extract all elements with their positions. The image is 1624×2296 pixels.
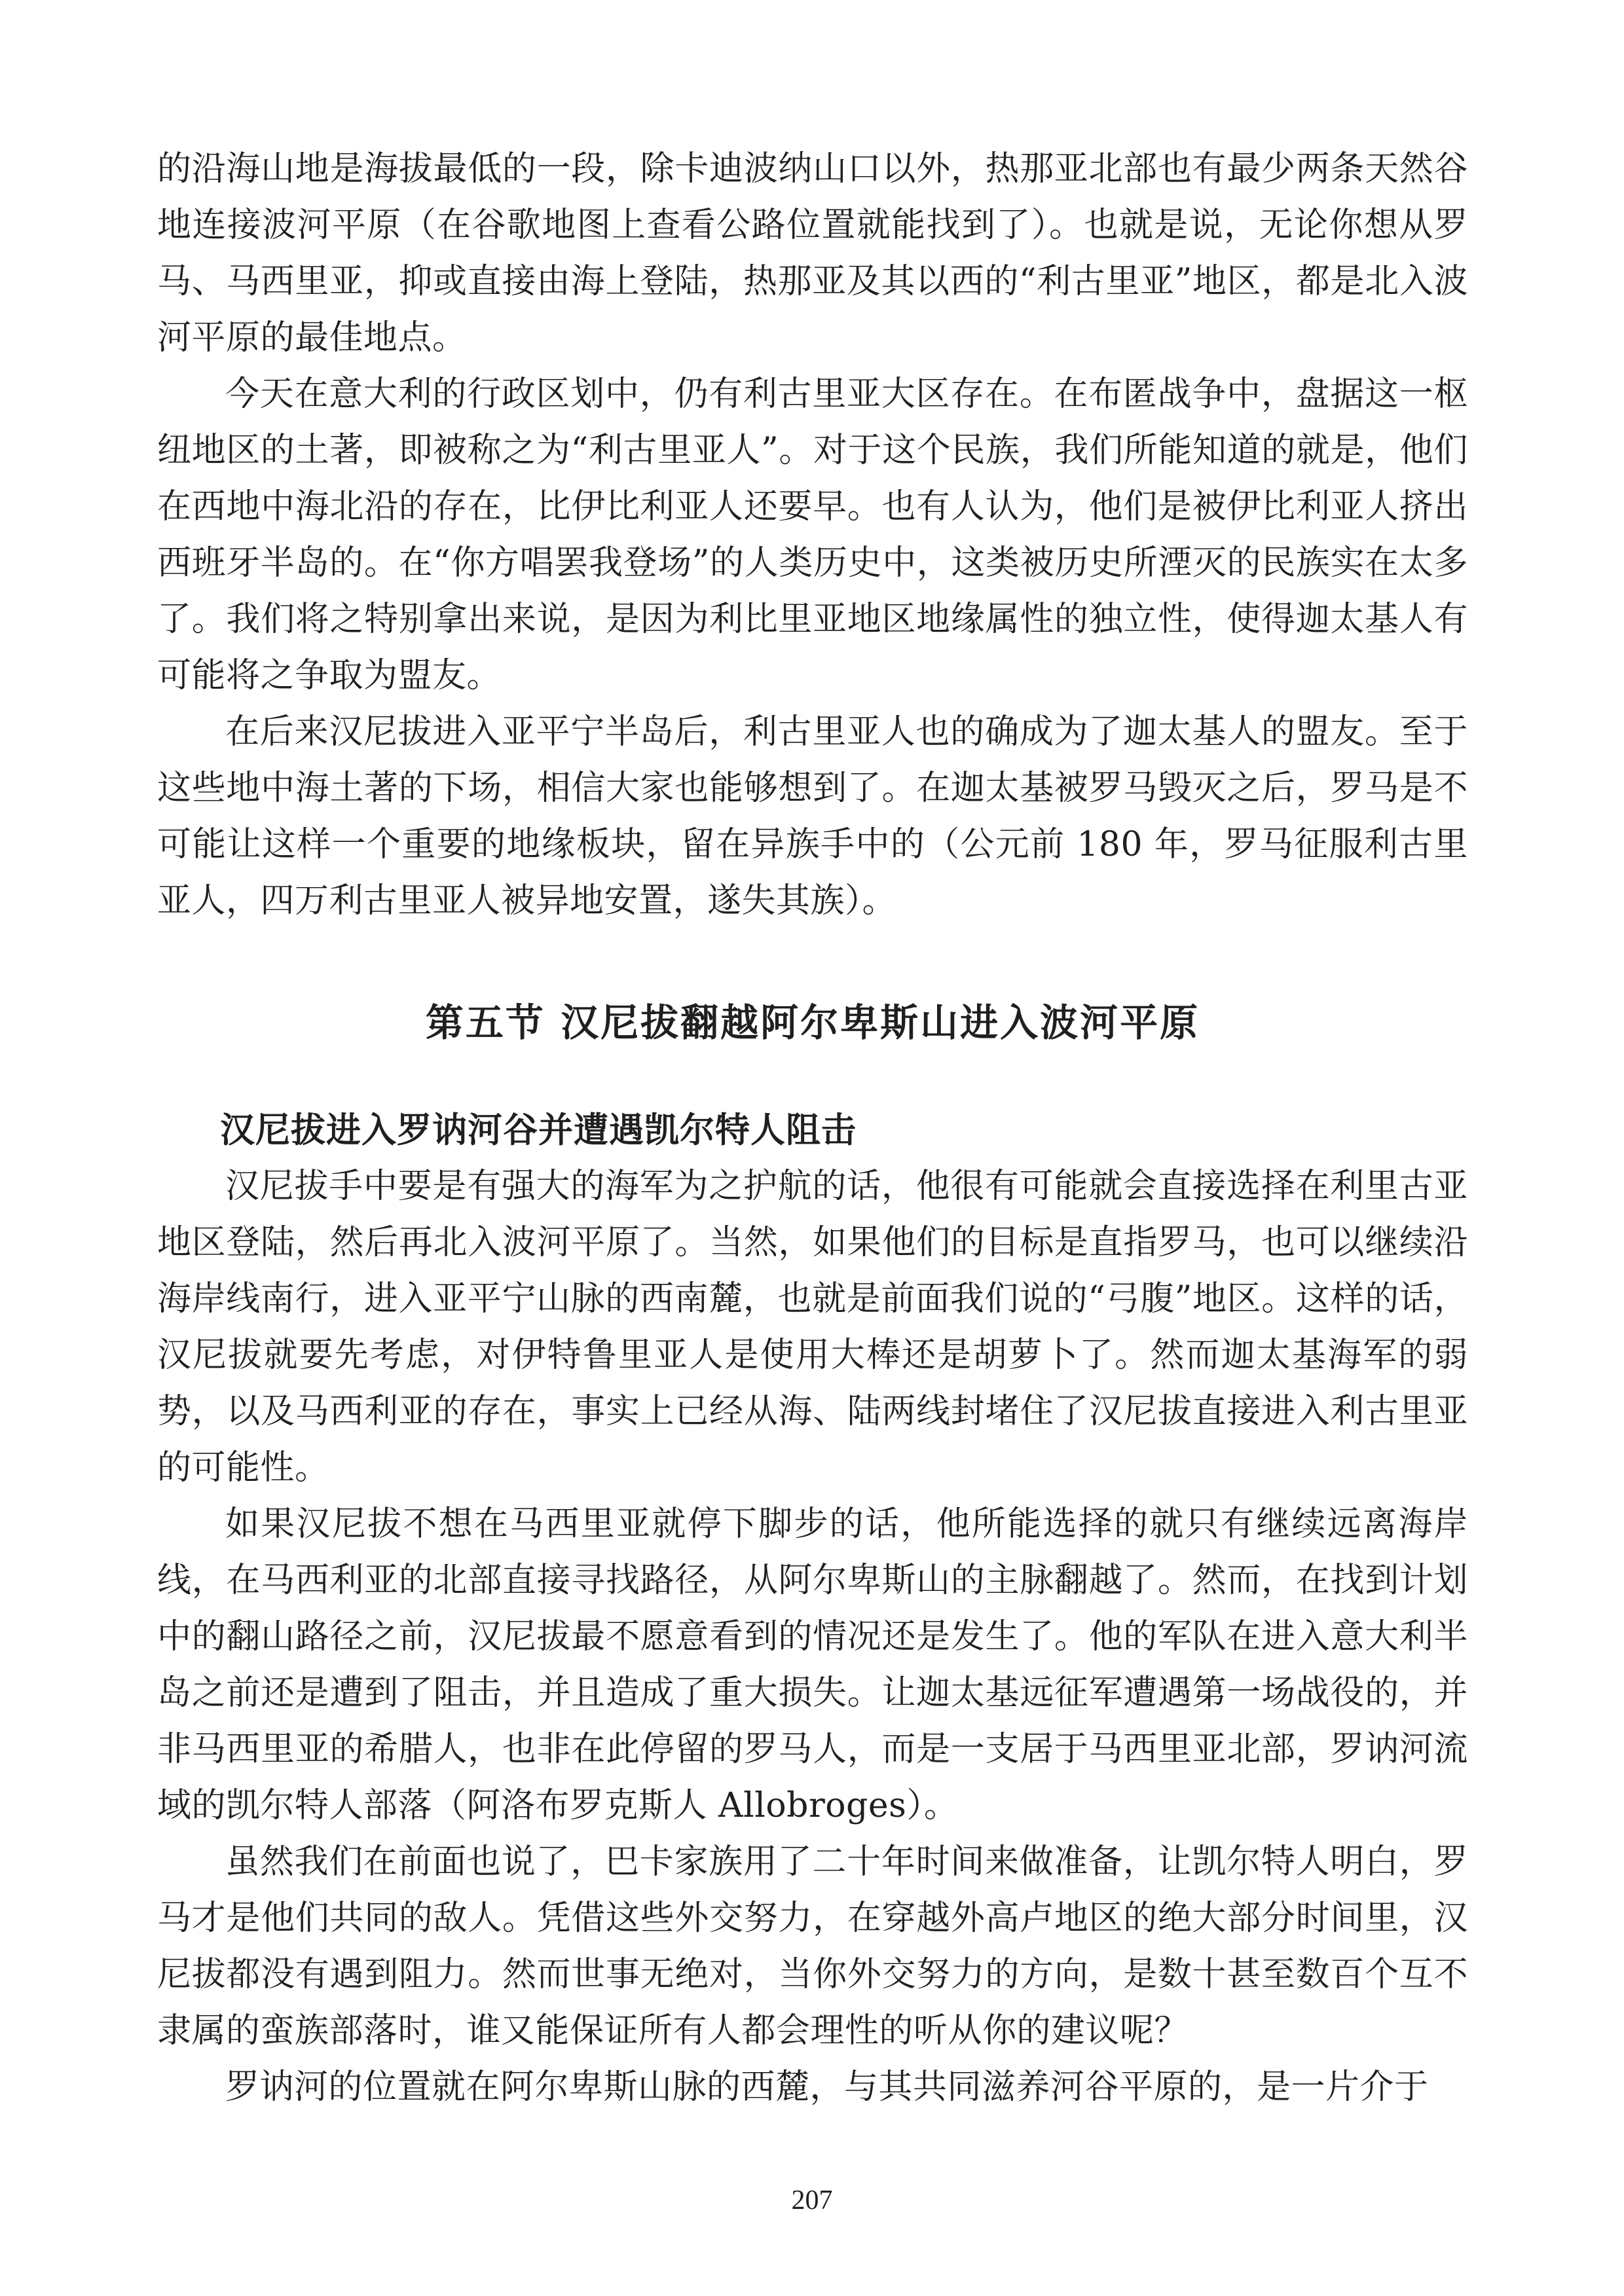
- page-number: 207: [791, 2185, 833, 2215]
- body-paragraph-2: 今天在意大利的行政区划中，仍有利古里亚大区存在。在布匿战争中，盘据这一枢纽地区的土著，即被称之为“利古里亚人”。对于这个民族，我们所能知道的就是，他们在西地中海北沿的存在，比伊比利亚人还要早。也有人认为，他们是被伊比利亚人挤出西班牙半岛的。在“你方唱罢我登场”的人类历史中，这类被历史所湮灭的民族实在太多了。我们将之特别拿出来说，是因为利比里亚地区地缘属性的独立性，使得迦太基人有可能将之争取为盟友。: [157, 374, 1468, 695]
- sub-heading: 汉尼拔进入罗讷河谷并遭遇凯尔特人阻击: [220, 1110, 857, 1150]
- page-content: [157, 141, 1468, 2223]
- body-paragraph-1: 的沿海山地是海拔最低的一段，除卡迪波纳山口以外，热那亚北部也有最少两条天然谷地连接波河平原（在谷歌地图上查看公路位置就能找到了）。也就是说，无论你想从罗马、马西里亚，抑或直接由海上登陆，热那亚及其以西的“利古里亚”地区，都是北入波河平原的最佳地点。: [157, 149, 1468, 357]
- body-paragraph-3: 在后来汉尼拔进入亚平宁半岛后，利古里亚人也的确成为了迦太基人的盟友。至于这些地中海土著的下场，相信大家也能够想到了。在迦太基被罗马毁灭之后，罗马是不可能让这样一个重要的地缘板块，留在异族手中的（公元前 180 年，罗马征服利古里亚人，四万利古里亚人被异地安置，遂失其族）。: [157, 712, 1468, 920]
- section-title: 第五节 汉尼拔翻越阿尔卑斯山进入波河平原: [425, 1000, 1200, 1045]
- body-paragraph-6: 虽然我们在前面也说了，巴卡家族用了二十年时间来做准备，让凯尔特人明白，罗马才是他们共同的敌人。凭借这些外交努力，在穿越外高卢地区的绝大部分时间里，汉尼拔都没有遇到阻力。然而世事无绝对，当你外交努力的方向，是数十甚至数百个互不隶属的蛮族部落时，谁又能保证所有人都会理性的听从你的建议呢？: [157, 1842, 1468, 2050]
- body-paragraph-7: 罗讷河的位置就在阿尔卑斯山脉的西麓，与其共同滋养河谷平原的，是一片介于: [225, 2068, 1429, 2107]
- body-paragraph-5: 如果汉尼拔不想在马西里亚就停下脚步的话，他所能选择的就只有继续远离海岸线，在马西利亚的北部直接寻找路径，从阿尔卑斯山的主脉翻越了。然而，在找到计划中的翻山路径之前，汉尼拔最不愿意看到的情况还是发生了。他的军队在进入意大利半岛之前还是遭到了阻击，并且造成了重大损失。让迦太基远征军遭遇第一场战役的，并非马西里亚的希腊人，也非在此停留的罗马人，而是一支居于马西里亚北部，罗讷河流域的凯尔特人部落（阿洛布罗克斯人 Allobroges）。: [157, 1504, 1468, 1825]
- body-paragraph-4: 汉尼拔手中要是有强大的海军为之护航的话，他很有可能就会直接选择在利里古亚地区登陆，然后再北入波河平原了。当然，如果他们的目标是直指罗马，也可以继续沿海岸线南行，进入亚平宁山脉的西南麓，也就是前面我们说的“弓腹”地区。这样的话，汉尼拔就要先考虑，对伊特鲁里亚人是使用大棒还是胡萝卜了。然而迦太基海军的弱势，以及马西利亚的存在，事实上已经从海、陆两线封堵住了汉尼拔直接进入利古里亚的可能性。: [157, 1167, 1468, 1487]
